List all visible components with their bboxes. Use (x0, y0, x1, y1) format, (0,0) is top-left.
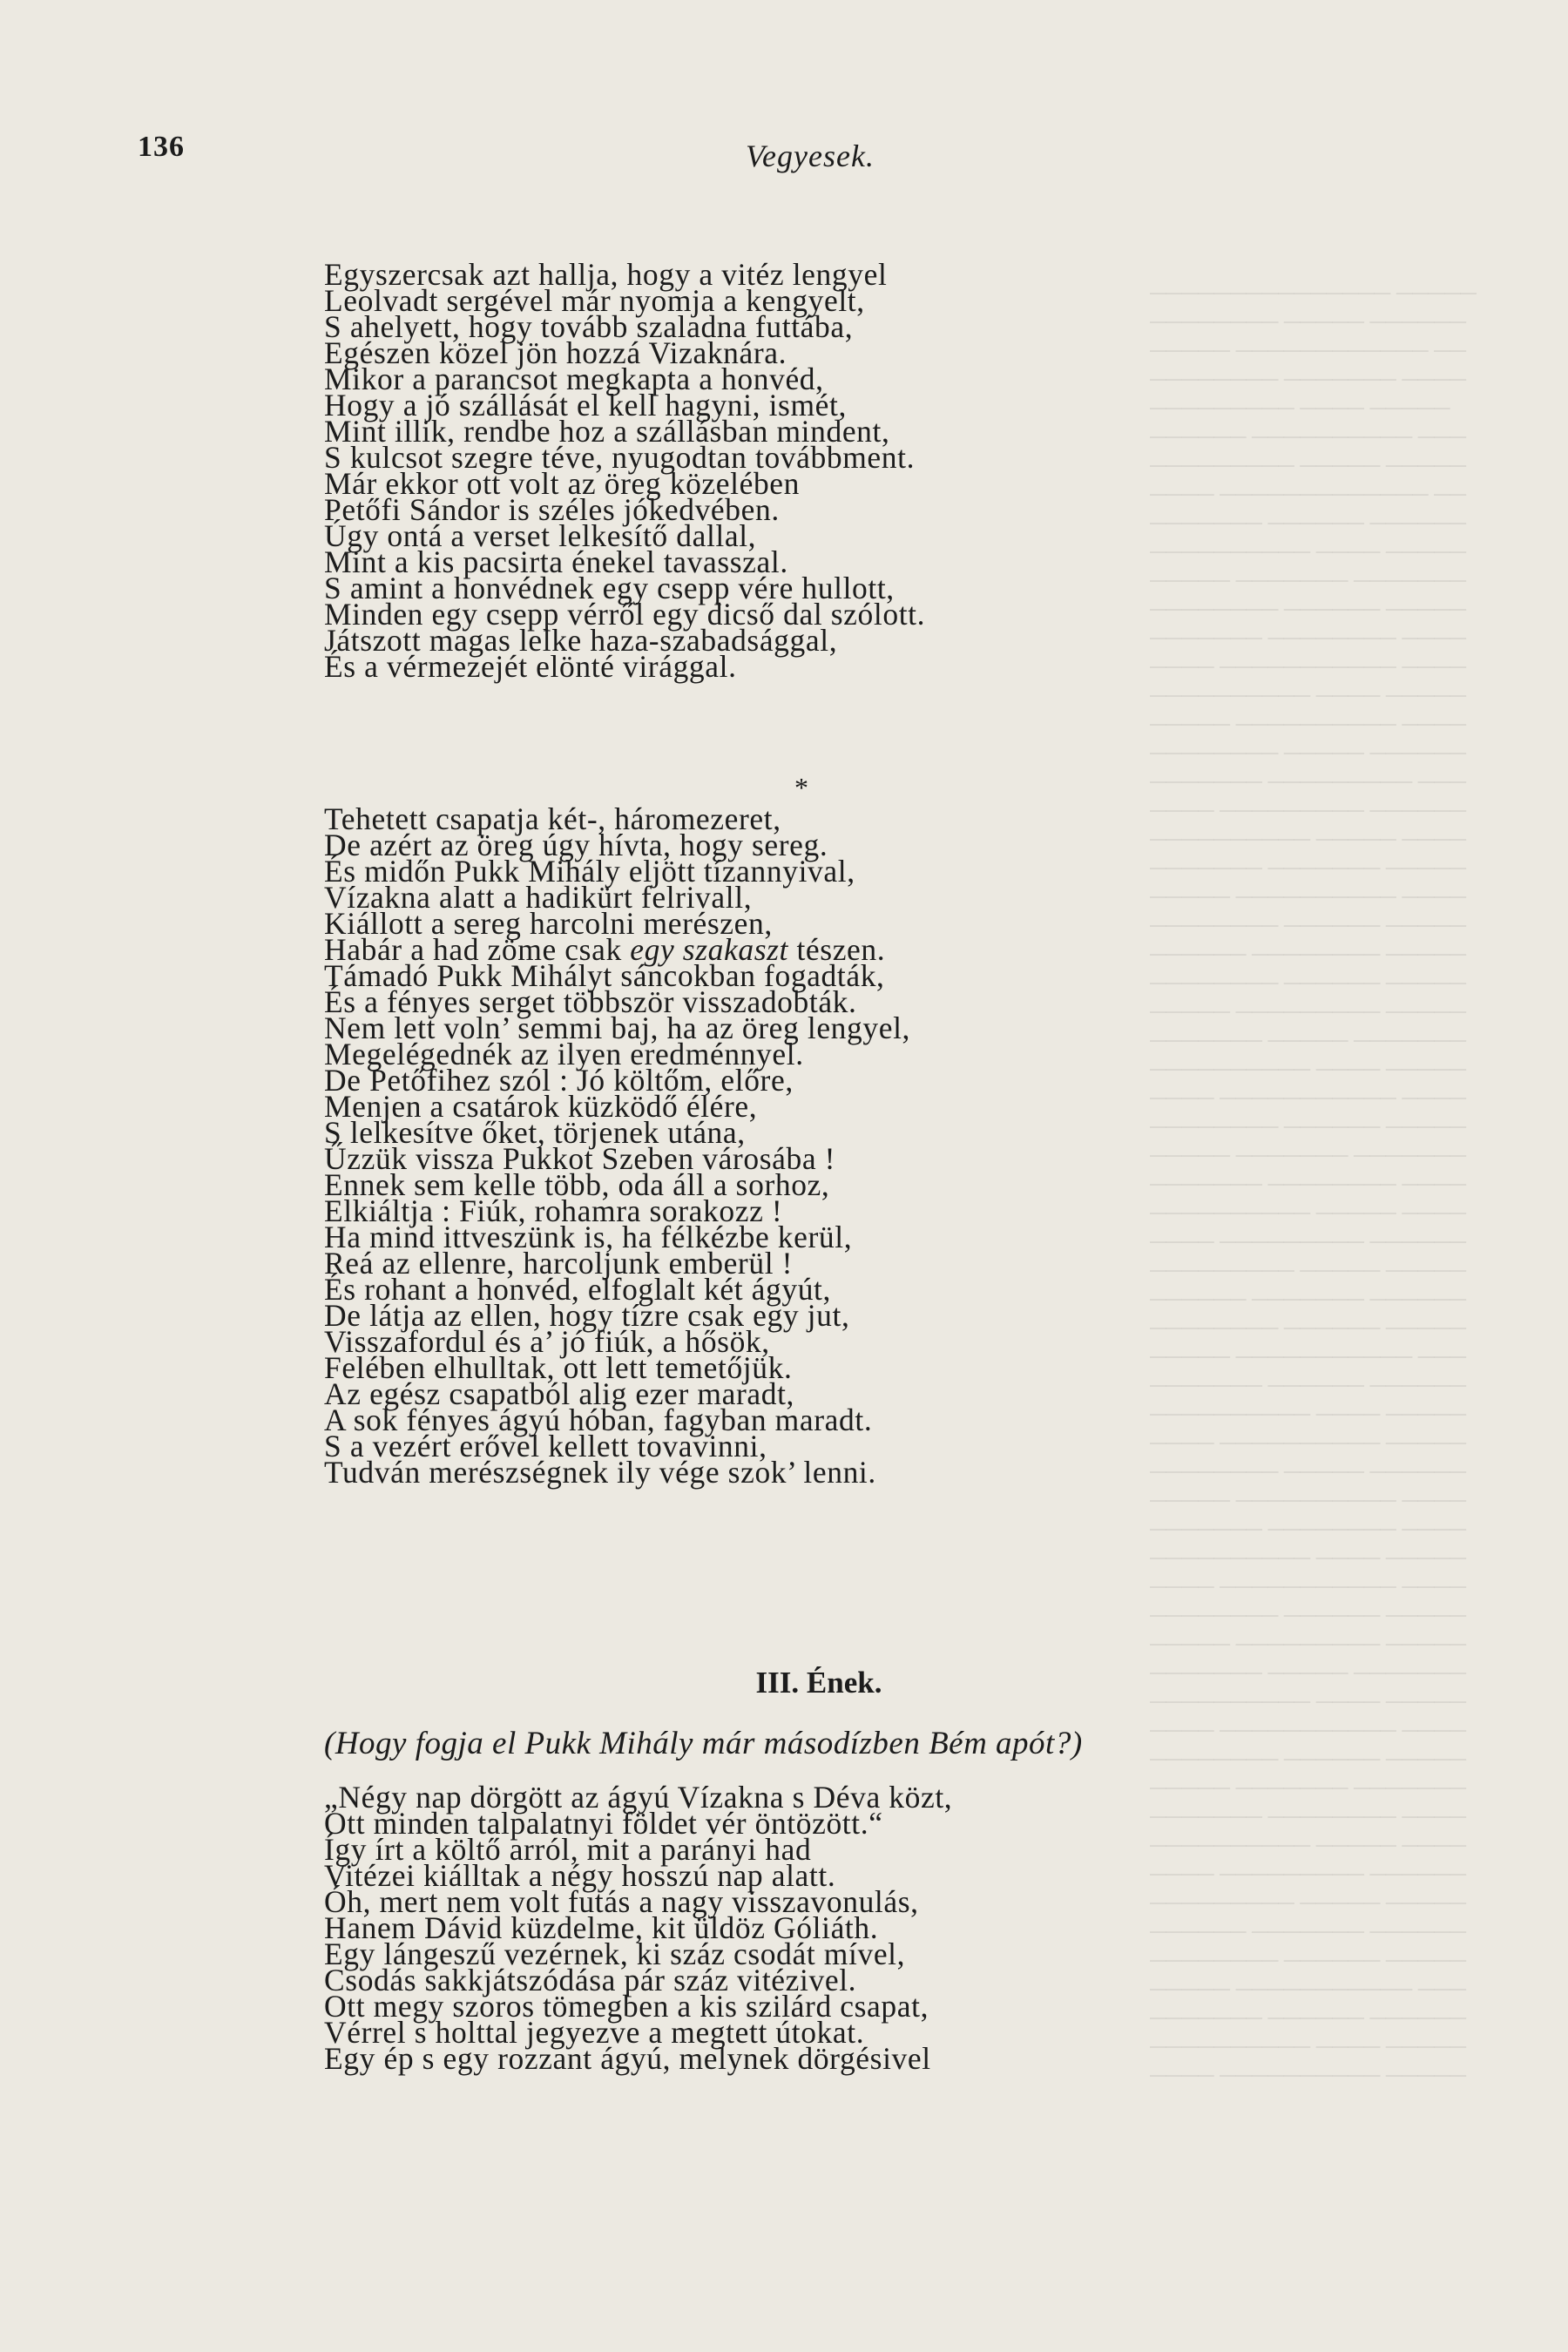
verse-line: Petőfi Sándor is széles jókedvében. (324, 492, 780, 527)
verse-line: Óh, mert nem volt futás a nagy visszavonulás, (324, 1884, 919, 1919)
emphasized-text: egy szakaszt (630, 932, 788, 967)
verse-line: És midőn Pukk Mihály eljött tízannyival, (324, 854, 855, 889)
verse-line: Elkiáltja : Fiúk, rohamra sorakozz ! (324, 1193, 783, 1228)
verse-line: Vérrel s holttal jegyezve a megtett útokat. (324, 2015, 865, 2050)
verse-line: Visszafordul és a’ jó fiúk, a hősök, (324, 1324, 770, 1359)
verse-line: Csodás sakkjátszódása pár száz vitézivel. (324, 1963, 857, 1997)
verse-line: Nem lett voln’ semmi baj, ha az öreg lengyel, (324, 1010, 911, 1045)
verse-line: Ha mind ittveszünk is, ha félkézbe kerül, (324, 1220, 853, 1254)
verse-line: És a fényes serget többször visszadobták. (324, 984, 857, 1019)
verse-line: Menjen a csatárok küzködő élére, (324, 1089, 758, 1124)
verse-line: Hanem Dávid küzdelme, kit üldöz Góliáth. (324, 1910, 879, 1945)
verse-line: S amint a honvédnek egy csepp vére hullott, (324, 571, 895, 605)
verse-line: Tudván merészségnek ily vége szok’ lenni. (324, 1455, 876, 1490)
stanza-1 (324, 257, 1387, 684)
verse-line: S kulcsot szegre téve, nyugodtan továbbment. (324, 440, 916, 475)
verse-line: Játszott magas lelke haza-szabadsággal, (324, 623, 838, 658)
verse-line: Minden egy csepp vérről egy dicső dal szólott. (324, 597, 926, 632)
canto-subtitle: (Hogy fogja el Pukk Mihály már másodízben Bém apót?) (324, 1726, 1083, 1761)
bleed-through-texture: ─────────────── ───── ──────── ───── ────── ───── ──────────── ── ──────── ─────── ──── ───────── ──── ───── ────── ────────── ─── ───────── ───── ───── ──── ───────────── ── ─────── ────── ────── ────────── ──── ───── ───── ─────── ─────── ──────── ────── ───── ─────── ──────── ──── ──── ─────────── ──── ────────── ──── ───── ───── ────────── ──── ──────── ───── ────── ─────── ───────── ─── ──── ───────── ────── ────────── ───── ──── ─────── ─────── ───── ───── ────────── ──── ──────── ────── ───── ────── ──────── ───── ──────── ────── ───── ───── ───────── ───── ─────── ───── ─────── ────────── ──── ───── ──── ─────────── ──── ──────── ────── ───── ───── ─────── ─────── ─────── ──────── ──── ────────── ───── ──── ──── ───────── ────── ───────── ───── ───── ────── ─────── ────── ──────── ────── ───── ───── ─────────── ─── ─────── ────── ────── ────────── ──── ───── ──── ────────── ───── ──────── ───── ────── ───── ────────── ──── ─────── ──────── ──── ────────── ──── ───── ──── ─────────── ──── ──────── ────── ───── ───── ───────── ───── ─────── ───── ─────── ────────── ──── ───── ──── ─────────── ──── ──────── ────── ───── ───── ─────── ─────── ─────── ──────── ──── ────────── ───── ──── ──── ───────── ────── ───────── ───── ───── ────── ─────── ────── ──────── ────── ───── ───── ─────────── ─── ─────── ────── ────── ────────── ──── ───── ──── ────────── ───── (1150, 280, 1477, 2088)
running-title: Vegyesek. (746, 139, 875, 173)
verse-line: Kiállott a sereg harcolni merészen, (324, 906, 773, 941)
verse-line: Egy lángeszű vezérnek, ki száz csodát mível, (324, 1936, 906, 1971)
verse-text: tészen. (787, 932, 886, 967)
verse-line: Mikor a parancsot megkapta a honvéd, (324, 362, 824, 396)
verse-line: Már ekkor ott volt az öreg közelében (324, 466, 801, 501)
verse-line: S ahelyett, hogy tovább szaladna futtába, (324, 309, 854, 344)
verse-line: Egészen közel jön hozzá Vizaknára. (324, 335, 787, 370)
verse-line: Leolvadt sergével már nyomja a kengyelt, (324, 283, 865, 318)
canto-heading: III. Ének. (755, 1666, 882, 1700)
verse-line: Mint illik, rendbe hoz a szállásban mindent, (324, 414, 890, 449)
verse-line: De azért az öreg úgy hívta, hogy sereg. (324, 828, 828, 862)
verse-line: Vízakna alatt a hadikürt felrivall, (324, 880, 753, 915)
page-number: 136 (138, 131, 185, 163)
verse-line: Ott minden talpalatnyi földet vér öntözött.“ (324, 1806, 883, 1841)
section-separator: * (794, 772, 808, 803)
verse-line: Ott megy szoros tömegben a kis szilárd csapat, (324, 1989, 929, 2024)
verse-line: És a vérmezejét elönté virággal. (324, 649, 737, 684)
verse-line: Hogy a jó szállását el kell hagyni, ismét, (324, 388, 847, 422)
verse-line: Úgy ontá a verset lelkesítő dallal, (324, 518, 757, 553)
verse-line: Felében elhulltak, ott lett temetőjük. (324, 1350, 793, 1385)
verse-line: Egy ép s egy rozzant ágyú, melynek dörgésivel (324, 2041, 931, 2076)
verse-line: Vitézei kiálltak a négy hosszú nap alatt. (324, 1858, 836, 1893)
verse-line: Az egész csapatból alig ezer maradt, (324, 1376, 795, 1411)
verse-line: A sok fényes ágyú hóban, fagyban maradt. (324, 1402, 873, 1437)
verse-line: Egyszercsak azt hallja, hogy a vitéz lengyel (324, 257, 888, 292)
verse-text: Habár a had zöme csak (324, 932, 631, 967)
verse-line: Így írt a költő arról, mit a parányi had (324, 1832, 812, 1867)
verse-line: Támadó Pukk Mihályt sáncokban fogadták, (324, 958, 885, 993)
verse-line: Űzzük vissza Pukkot Szeben városába ! (324, 1141, 836, 1176)
verse-line: Mint a kis pacsirta énekel tavasszal. (324, 544, 788, 579)
verse-line: És rohant a honvéd, elfoglalt két ágyút, (324, 1272, 831, 1307)
verse-line: „Négy nap dörgött az ágyú Vízakna s Déva közt, (324, 1780, 953, 1815)
stanza-3 (324, 1780, 1387, 2076)
verse-line: De Petőfihez szól : Jó költőm, előre, (324, 1063, 794, 1098)
verse-line: S a vezért erővel kellett tovavinni, (324, 1429, 767, 1463)
verse-line: De látja az ellen, hogy tízre csak egy jut, (324, 1298, 850, 1333)
verse-line: Tehetett csapatja két-, háromezeret, (324, 801, 781, 836)
verse-line: Ennek sem kelle több, oda áll a sorhoz, (324, 1167, 830, 1202)
verse-line: Reá az ellenre, harcoljunk emberül ! (324, 1246, 794, 1281)
verse-line: S lelkesítve őket, törjenek utána, (324, 1115, 746, 1150)
stanza-2 (324, 801, 1387, 1490)
verse-line: Megelégednék az ilyen eredménnyel. (324, 1037, 804, 1071)
